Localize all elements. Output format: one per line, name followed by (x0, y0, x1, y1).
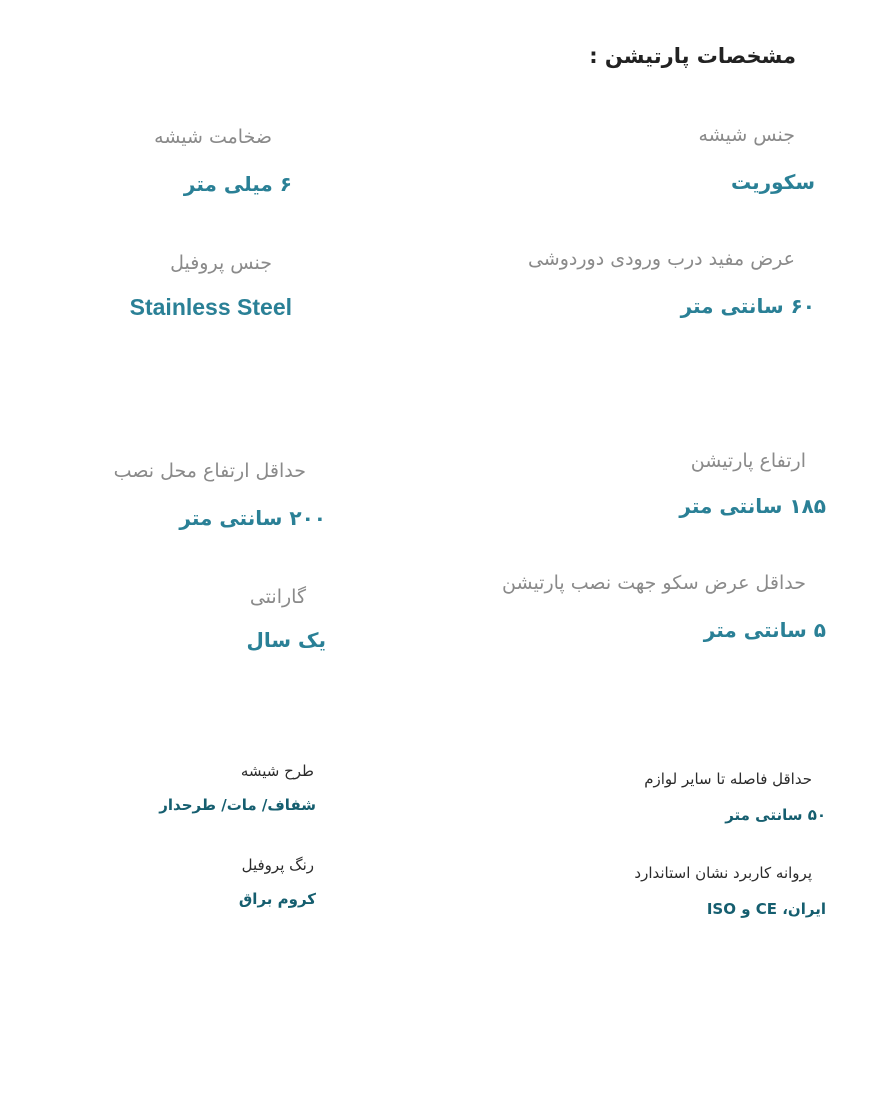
spec-value: Stainless Steel (129, 294, 292, 320)
spec-value: یک سال (246, 628, 326, 652)
spec-label: جنس شیشه (698, 124, 795, 146)
spec-label: رنگ پروفیل (241, 856, 314, 874)
spec-value: ۵ سانتی متر (703, 618, 826, 642)
spec-label: عرض مفید درب ورودی دوردوشی (527, 248, 795, 270)
spec-value: ۲۰۰ سانتی متر (179, 506, 326, 530)
spec-value: ۵۰ سانتی متر (725, 806, 826, 824)
spec-label: جنس پروفیل (170, 252, 272, 274)
spec-value: ۱۸۵ سانتی متر (679, 494, 826, 518)
spec-value: ۶ میلی متر (183, 172, 292, 196)
spec-value: ایران، CE و ISO (706, 900, 826, 918)
spec-value: سکوریت (730, 170, 815, 194)
spec-label: گارانتی (249, 586, 306, 608)
spec-label: پروانه کاربرد نشان استاندارد (634, 864, 812, 882)
spec-label: حداقل فاصله تا سایر لوازم (644, 770, 812, 788)
spec-value: شفاف/ مات/ طرحدار (159, 796, 316, 814)
spec-value: ۶۰ سانتی متر (680, 294, 815, 318)
spec-value: کروم براق (238, 890, 316, 908)
spec-label: حداقل عرض سکو جهت نصب پارتیشن (502, 572, 806, 594)
spec-label: ارتفاع پارتیشن (690, 450, 806, 472)
spec-label: حداقل ارتفاع محل نصب (113, 460, 306, 482)
spec-label: طرح شیشه (240, 762, 314, 780)
spec-label: ضخامت شیشه (154, 126, 272, 148)
page-title: مشخصات پارتیشن : (589, 44, 796, 68)
